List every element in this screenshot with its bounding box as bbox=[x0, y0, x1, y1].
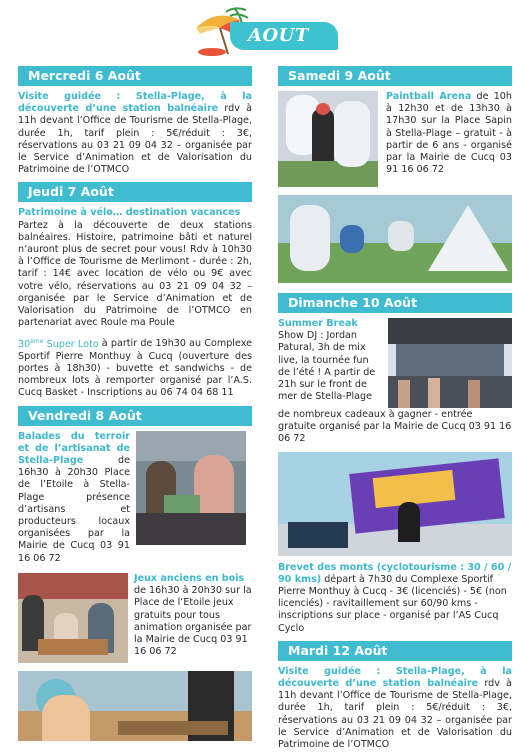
event-title: Paintball Arena bbox=[386, 91, 472, 102]
photo-market-stall bbox=[136, 431, 246, 545]
day-header-thu: Jeudi 7 Août bbox=[18, 182, 252, 202]
event-title: Brevet des monts (cyclotourisme : 30 / 60 / 90 kms) bbox=[278, 561, 512, 585]
event-text: rdv à 11h devant l’Office de Tourisme de Stella-Plage, durée 1h, tarif plein : 5€/réduit : 3€, réservations au 03 21 09 04 32 – organisée par le Service d’Animation et de Valorisation du Patrimoine de l’OTMCO bbox=[18, 103, 252, 176]
photo-wooden-games bbox=[18, 573, 128, 663]
event-title: Jeux anciens en bois bbox=[134, 572, 245, 584]
event-row-balades bbox=[18, 431, 252, 565]
event-visite-guidee-wed bbox=[18, 91, 252, 176]
event-paintball-arena bbox=[386, 91, 512, 187]
event-title: Visite guidée : Stella-Plage, à la découverte d’une station balnéaire bbox=[18, 91, 252, 115]
right-column bbox=[278, 62, 512, 751]
event-title: Patrimoine à vélo… destination vacances bbox=[18, 207, 241, 219]
day-header-sat: Samedi 9 Août bbox=[278, 66, 512, 86]
day-header-sun: Dimanche 10 Août bbox=[278, 293, 512, 313]
event-brevet-des-monts bbox=[278, 562, 512, 635]
event-title: 30ème Super Loto bbox=[18, 337, 99, 350]
event-title: Summer Break bbox=[278, 318, 358, 329]
event-text: Partez à la découverte de deux stations balnéaires. Histoire, patrimoine bâti et naturel n’auront plus de secret pour vous! Rdv à 10h30 à l’Office de Tourisme de Merlimont - durée : 2h, tarif : 14€ avec location de vélo ou 9€ avec votre vélo, réservations au 03 21 09 04 32 – organisée par le Service d’Animation et de Valorisation du Patrimoine de l’OTMCO en partenariat avec Roule ma Poule bbox=[18, 219, 252, 329]
photo-dj-truck bbox=[278, 452, 512, 556]
left-column bbox=[18, 62, 252, 741]
event-row-paintball bbox=[278, 91, 512, 187]
day-header-wed: Mercredi 6 Août bbox=[18, 66, 252, 86]
photo-paintball-player bbox=[278, 91, 378, 187]
photo-dj-stage bbox=[388, 318, 512, 408]
event-balades-terroir bbox=[18, 431, 130, 565]
event-title: Visite guidée : Stella-Plage, à la découverte d’une station balnéaire bbox=[278, 665, 512, 690]
event-patrimoine-velo bbox=[18, 207, 252, 329]
photo-child-playing bbox=[18, 671, 252, 741]
event-text: rdv à 11h devant l’Office de Tourisme de Stella-Plage, durée 1h, tarif plein : 5€/réduit : 3€, réservations au 03 21 09 04 32 – organisée par le Service d’Animation et de Valorisation du Patrimoine de l’OTMCO bbox=[278, 678, 512, 751]
event-super-loto bbox=[18, 335, 252, 399]
event-summer-break-details: de nombreux cadeaux à gagner - entrée gratuite organisé par la Mairie de Cucq 03 91 16 06 72 bbox=[278, 409, 512, 445]
photo-paintball-arena bbox=[278, 195, 512, 283]
event-text: de 16h30 à 20h30 Place de l’Etoile à Stella-Plage présence d’artisans et producteurs locaux organisées par la Mairie de Cucq 03 91 16 06 72 bbox=[18, 455, 130, 564]
event-title: Balades du terroir et de l’artisanat de Stella-Plage bbox=[18, 430, 130, 467]
day-header-tue: Mardi 12 Août bbox=[278, 641, 512, 661]
month-banner: AOUT bbox=[230, 22, 338, 50]
event-text: de 16h30 à 20h30 sur la Place de l’Etoile jeux gratuits pour tous animation organisée par la Mairie de Cucq 03 91 16 06 72 bbox=[134, 585, 252, 658]
event-summer-break bbox=[278, 318, 382, 408]
event-text: de 10h à 12h30 et de 13h30 à 17h30 sur la Place Sapin à Stella-Plage – gratuit - à partir de 6 ans - organisé par la Mairie de Cucq 03 91 16 06 72 bbox=[386, 91, 512, 176]
event-text: à partir de 19h30 au Complexe Sportif Pierre Monthuy à Cucq (ouverture des portes à 18h30) - buvette et sandwichs - de nombreux lots à remporter organisé par l’A.S. Cucq Basket - Inscriptions au 06 74 04 68 11 bbox=[18, 338, 252, 399]
event-visite-guidee-tue bbox=[278, 666, 512, 751]
day-header-fri: Vendredi 8 Août bbox=[18, 406, 252, 426]
event-jeux-anciens bbox=[134, 573, 252, 663]
event-row-summer-break bbox=[278, 318, 512, 408]
event-text: départ à 7h30 du Complexe Sportif Pierre Monthuy à Cucq - 3€ (licenciés) - 5€ (non licenciés) - ravitaillement sur 60/90 kms - inscriptions sur place - organisé par l’AS Cucq Cyclo bbox=[278, 573, 507, 634]
page-header bbox=[0, 0, 530, 60]
event-text: Show DJ : Jordan Patural, 3h de mix live, la tournée fun de l’été ! A partir de 21h sur le front de mer de Stella-Plage bbox=[278, 330, 376, 403]
event-row-jeux bbox=[18, 573, 252, 663]
